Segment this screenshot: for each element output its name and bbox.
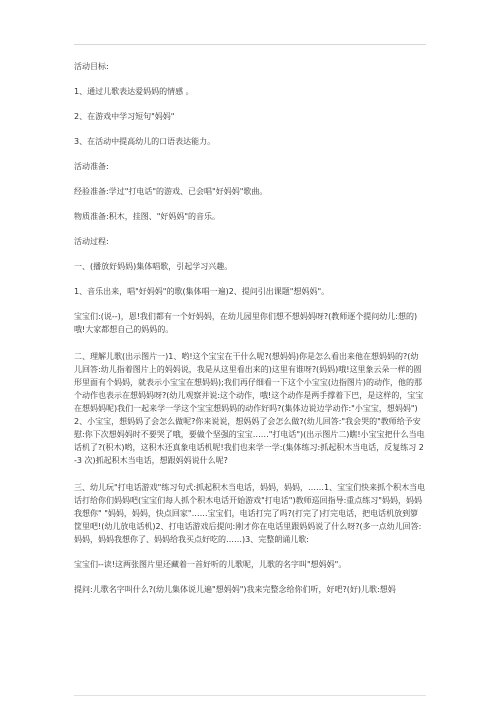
dialogue-paragraph: 宝宝们:(说--)，恩!我们都有一个好妈妈，在幼儿园里你们想不想妈妈呀?(教师逐个提问幼儿:想的)哦!大家都想自己的妈妈的。 [74, 312, 418, 334]
section-heading-preparation: 活动准备: [74, 162, 109, 171]
section-heading-goals: 活动目标: [74, 62, 109, 71]
document-body [74, 60, 426, 596]
process-step-3: 三、幼儿玩"打电话游戏"练习句式:抓起积木当电话，妈妈，妈妈，……1、宝宝们快来抓个积木当电话打给你们妈妈吧(宝宝们每人抓个积木电话开始游戏"打电话")教师巡回指导:重点练习"妈妈，妈妈我想你" "妈妈，妈妈，快点回家"……宝宝们，电话打完了吗?(打完了)打完电话，把电话机放到箩筐里吧!(幼儿放电话机)2、打电话游戏后提问:刚才你在电话里跟妈妈说了什么呀?(多一点幼儿回答:妈妈，妈妈我想你了、妈妈给我买点好吃的……)3、完整朗诵儿歌: [74, 483, 426, 544]
preparation-materials: 物质准备:积木，挂图、"好妈妈"的音乐。 [74, 212, 221, 221]
footer-rule [74, 695, 426, 696]
header-rule [74, 44, 426, 45]
process-step-1: 一、(播放好妈妈)集体唱歌，引起学习兴趣。 [74, 262, 233, 271]
goal-item-1: 1、通过儿歌表达爱妈妈的情感 。 [74, 87, 194, 96]
goal-item-2: 2、在游戏中学习短句"妈妈" [74, 112, 175, 121]
rhyme-intro: 宝宝们--读!这两张图片里还藏着一首好听的儿歌呢，儿歌的名字叫"想妈妈"。 [74, 560, 347, 569]
section-heading-process: 活动过程: [74, 237, 109, 246]
process-step-1-detail: 1、音乐出来，唱"好妈妈"的歌(集体唱一遍)2、提问引出课题"想妈妈"。 [74, 287, 330, 296]
goal-item-3: 3、在活动中提高幼儿的口语表达能力。 [74, 137, 216, 146]
rhyme-question: 提问:儿歌名字叫什么?(幼儿集体说儿遍"想妈妈")我来完整念给你们听，好吧?(好)儿歌:想妈 [74, 585, 396, 594]
preparation-experience: 经验准备:学过"打电话"的游戏、已会唱"好妈妈"歌曲。 [74, 187, 268, 196]
process-step-2: 二、理解儿歌(出示图片一)1、哟!这个宝宝在干什么呢?(想妈妈)你是怎么看出来他在想妈妈的?(幼儿回答:幼儿指着图片上的妈妈说，我是从这里看出来的)这里有谁呀?(妈妈)哦!这里象云朵一样的圆形里面有个妈妈，就表示小宝宝在想妈妈);我们再仔细看一下这个小宝宝(边指图片)的动作，他的那个动作也表示在想妈妈呀?(幼儿观察并说:这个动作，哦!这个动作是两手撑着下巴，是这样的，宝宝在想妈妈呢)我们一起来学一学这个宝宝想妈妈的动作好吗?(集体边说边学动作:"小宝宝，想妈妈")2、小宝宝，想妈妈了会怎么做呢?你来说说，想妈妈了会怎么做?(幼儿回答:"我会哭的"教师给予安慰:你下次想妈妈时不要哭了哦，要做个坚强的宝宝……"打电话")(出示图片二)瞧!小宝宝把什么当电话机了?(积木)哟，这积木还真象电话机呢!我们也来学一学:(集体练习:抓起积木当电话，反复练习 2-3 次)抓起积木当电话，想跟妈妈说什么呢? [74, 352, 425, 465]
